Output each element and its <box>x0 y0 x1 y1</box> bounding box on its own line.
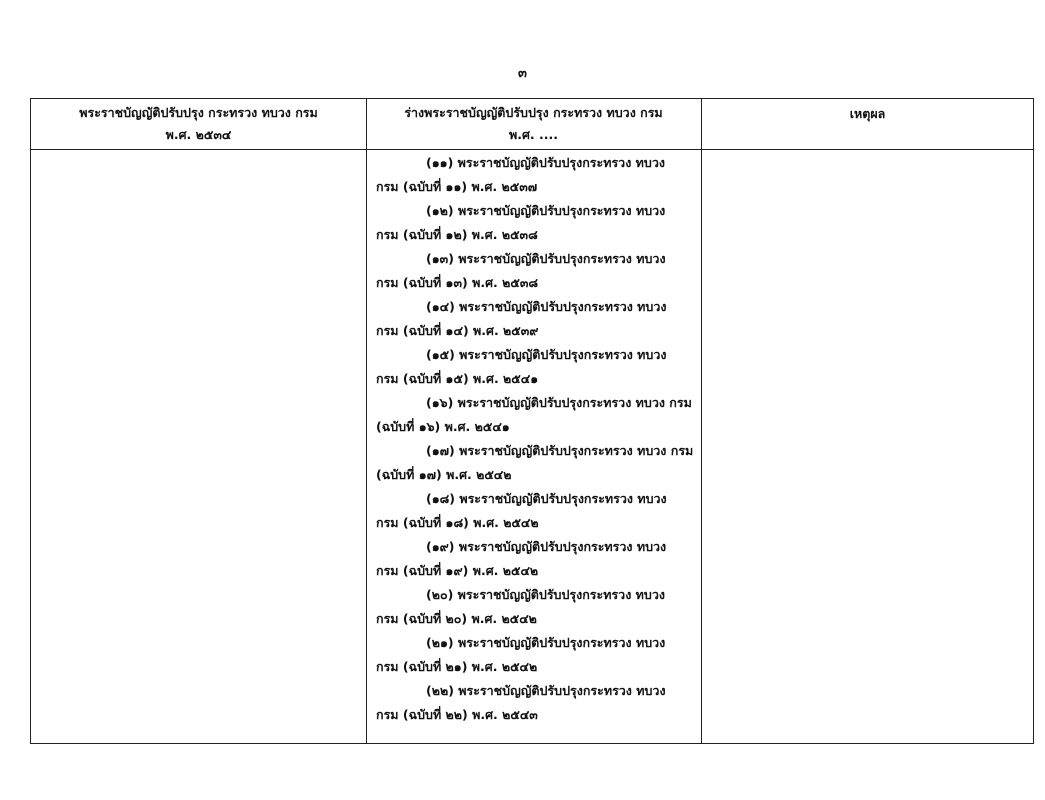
entry-line: กรม (ฉบับที่ ๑๘) พ.ศ. ๒๕๔๒ <box>376 515 539 530</box>
entry-line: (๒๑) พระราชบัญญัติปรับปรุงกระทรวง ทบวง <box>426 635 666 650</box>
column-divider <box>701 99 702 743</box>
header-line: ร่างพระราชบัญญัติปรับปรุง กระทรวง ทบวง กรม <box>404 105 663 120</box>
page-number: ๓ <box>518 66 527 81</box>
list-item <box>376 391 696 439</box>
header-current-act <box>31 99 366 149</box>
entry-line: (๑๔) พระราชบัญญัติปรับปรุงกระทรวง ทบวง <box>426 299 667 314</box>
header-divider <box>31 149 1033 150</box>
list-item <box>376 583 696 631</box>
entry-line: กรม (ฉบับที่ ๑๔) พ.ศ. ๒๕๓๙ <box>376 323 539 338</box>
header-line: เหตุผล <box>849 106 886 121</box>
entry-line: (๑๑) พระราชบัญญัติปรับปรุงกระทรวง ทบวง <box>426 155 665 170</box>
draft-act-column-body <box>376 151 696 727</box>
list-item <box>376 199 696 247</box>
entry-line: (๑๗) พระราชบัญญัติปรับปรุงกระทรวง ทบวง กรม <box>426 443 694 458</box>
header-reason <box>701 99 1034 149</box>
entry-line: (ฉบับที่ ๑๖) พ.ศ. ๒๕๔๑ <box>376 419 510 434</box>
entry-line: กรม (ฉบับที่ ๑๕) พ.ศ. ๒๕๔๑ <box>376 371 539 386</box>
list-item <box>376 679 696 727</box>
header-line: พ.ศ. ๒๕๓๔ <box>165 127 232 142</box>
entry-line: กรม (ฉบับที่ ๒๐) พ.ศ. ๒๕๔๒ <box>376 611 537 626</box>
entry-line: (๒๒) พระราชบัญญัติปรับปรุงกระทรวง ทบวง <box>426 683 666 698</box>
entry-line: (๑๓) พระราชบัญญัติปรับปรุงกระทรวง ทบวง <box>426 251 666 266</box>
entry-line: (๒๐) พระราชบัญญัติปรับปรุงกระทรวง ทบวง <box>426 587 665 602</box>
list-item <box>376 487 696 535</box>
list-item <box>376 535 696 583</box>
list-item <box>376 439 696 487</box>
list-item <box>376 151 696 199</box>
entry-line: กรม (ฉบับที่ ๒๑) พ.ศ. ๒๕๔๒ <box>376 659 538 674</box>
entry-line: กรม (ฉบับที่ ๒๒) พ.ศ. ๒๕๔๓ <box>376 707 538 722</box>
entry-line: กรม (ฉบับที่ ๑๑) พ.ศ. ๒๕๓๗ <box>376 179 538 194</box>
header-line: พ.ศ. .... <box>508 127 559 142</box>
entry-line: (๑๙) พระราชบัญญัติปรับปรุงกระทรวง ทบวง <box>426 539 667 554</box>
header-draft-act <box>366 99 701 149</box>
comparison-table <box>30 98 1034 744</box>
entry-line: กรม (ฉบับที่ ๑๓) พ.ศ. ๒๕๓๘ <box>376 275 539 290</box>
column-divider <box>366 99 367 743</box>
entry-line: (๑๖) พระราชบัญญัติปรับปรุงกระทรวง ทบวง กรม <box>426 395 692 410</box>
entry-line: (ฉบับที่ ๑๗) พ.ศ. ๒๕๔๒ <box>376 467 512 482</box>
entry-line: (๑๒) พระราชบัญญัติปรับปรุงกระทรวง ทบวง <box>426 203 666 218</box>
entry-line: กรม (ฉบับที่ ๑๙) พ.ศ. ๒๕๔๒ <box>376 563 539 578</box>
entry-line: กรม (ฉบับที่ ๑๒) พ.ศ. ๒๕๓๘ <box>376 227 538 242</box>
entry-line: (๑๘) พระราชบัญญัติปรับปรุงกระทรวง ทบวง <box>426 491 667 506</box>
list-item <box>376 295 696 343</box>
list-item <box>376 247 696 295</box>
list-item <box>376 631 696 679</box>
list-item <box>376 343 696 391</box>
header-line: พระราชบัญญัติปรับปรุง กระทรวง ทบวง กรม <box>79 105 318 120</box>
entry-line: (๑๕) พระราชบัญญัติปรับปรุงกระทรวง ทบวง <box>426 347 667 362</box>
